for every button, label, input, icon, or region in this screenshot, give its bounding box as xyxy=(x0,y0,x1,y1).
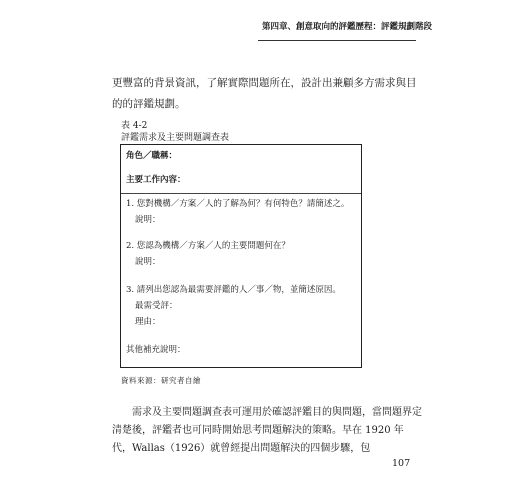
source-note: 資料來源：研究者自繪 xyxy=(121,376,201,385)
page-number: 107 xyxy=(392,458,411,469)
question-3: 3. 請列出您認為最需要評鑑的人／事／物，並簡述原因。 xyxy=(126,285,341,295)
question-1: 1. 您對機構／方案／人的了解為何？有何特色？請簡述之。 xyxy=(126,199,350,209)
table-caption: 評鑑需求及主要問題調查表 xyxy=(121,133,230,143)
role-field-label: 角色／職稱： xyxy=(126,151,178,161)
body-paragraph: 需求及主要問題調查表可運用於確認評鑑目的與問題，當問題界定清楚後，評鑑者也可同時開始思考問題解決的策略。早在 1920 年代，Wallas（1926）就曾經提出問題解決的四個步驟，包 xyxy=(112,407,422,454)
question-2: 2. 您認為機構／方案／人的主要問題何在？ xyxy=(126,241,290,251)
other-notes-label: 其他補充說明： xyxy=(126,345,186,355)
running-header: 第四章、創意取向的評鑑歷程：評鑑規劃階段 xyxy=(262,22,433,32)
question-3-reason: 理由： xyxy=(135,317,161,327)
survey-table xyxy=(120,144,362,368)
header-rule xyxy=(258,40,416,41)
work-field-label: 主要工作內容： xyxy=(126,175,186,185)
intro-paragraph: 更豐富的背景資訊，了解實際問題所在，設計出兼顧多方需求與目的的評鑑規劃。 xyxy=(112,77,417,110)
table-label: 表 4-2 xyxy=(121,121,148,131)
question-1-note: 說明： xyxy=(135,215,161,225)
question-2-note: 說明： xyxy=(135,257,161,267)
table-divider xyxy=(121,193,361,194)
question-3-item: 最需受評： xyxy=(135,301,178,311)
